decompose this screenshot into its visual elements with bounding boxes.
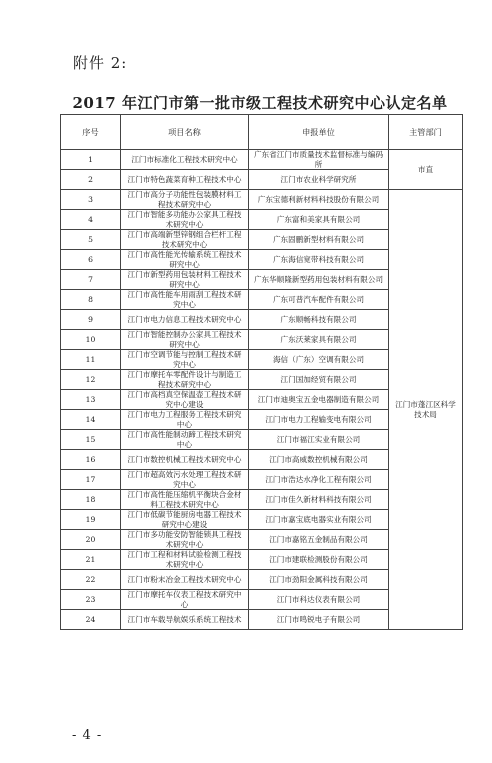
project-name: 江门市电力工程服务工程技术研究中心 bbox=[121, 410, 249, 430]
attachment-label: 附件 2: bbox=[73, 54, 128, 72]
table-header-row bbox=[61, 115, 463, 150]
applicant-unit: 江门国加经贸有限公司 bbox=[249, 370, 389, 390]
row-number: 4 bbox=[61, 210, 121, 230]
applicant-unit: 江门市迪奥宝五金电器制造有限公司 bbox=[249, 390, 389, 410]
applicant-unit: 广东华顺隆新型药用包装材料有限公司 bbox=[249, 270, 389, 290]
applicant-unit: 江门市劲阳金属科技有限公司 bbox=[249, 570, 389, 590]
project-name: 江门市高端新型锌钢组合栏杆工程技术研究中心 bbox=[121, 230, 249, 250]
applicant-unit: 江门市高威数控机械有限公司 bbox=[249, 450, 389, 470]
applicant-unit: 广东海信宽带科技有限公司 bbox=[249, 250, 389, 270]
column-header-department: 主管部门 bbox=[389, 115, 463, 150]
applicant-unit: 江门市浩达水净化工程有限公司 bbox=[249, 470, 389, 490]
applicant-unit: 江门市建联检测股份有限公司 bbox=[249, 550, 389, 570]
applicant-unit: 广东富和美家具有限公司 bbox=[249, 210, 389, 230]
applicant-unit: 广东沃莱家具有限公司 bbox=[249, 330, 389, 350]
project-name: 江门市高档真空保温壶工程技术研究中心建设 bbox=[121, 390, 249, 410]
table-row bbox=[61, 150, 463, 170]
project-name: 江门市摩托车零配件设计与制造工程技术研究中心 bbox=[121, 370, 249, 390]
applicant-unit: 江门市科达仪表有限公司 bbox=[249, 590, 389, 610]
project-name: 江门市摩托车仪表工程技术研究中心 bbox=[121, 590, 249, 610]
supervising-department: 江门市蓬江区科学技术局 bbox=[389, 190, 463, 630]
applicant-unit: 广东固鹏新型材料有限公司 bbox=[249, 230, 389, 250]
applicant-unit: 江门市农业科学研究所 bbox=[249, 170, 389, 190]
applicant-unit: 广东宝德利新材料科技股份有限公司 bbox=[249, 190, 389, 210]
project-name: 江门市高性能压缩机平衡块合金材料工程技术研究中心 bbox=[121, 490, 249, 510]
project-name: 江门市空调节能与控制工程技术研究中心 bbox=[121, 350, 249, 370]
row-number: 19 bbox=[61, 510, 121, 530]
applicant-unit: 江门市嘉宝底电器实业有限公司 bbox=[249, 510, 389, 530]
applicant-unit: 江门市电力工程输变电有限公司 bbox=[249, 410, 389, 430]
project-name: 江门市电力信息工程技术研究中心 bbox=[121, 310, 249, 330]
row-number: 6 bbox=[61, 250, 121, 270]
row-number: 9 bbox=[61, 310, 121, 330]
project-name: 江门市特色蔬菜育种工程技术中心 bbox=[121, 170, 249, 190]
project-name: 江门市新型药用包装材料工程技术研究中心 bbox=[121, 270, 249, 290]
column-header-number: 序号 bbox=[61, 115, 121, 150]
project-name: 江门市车载导航娱乐系统工程技术 bbox=[121, 610, 249, 630]
row-number: 12 bbox=[61, 370, 121, 390]
row-number: 14 bbox=[61, 410, 121, 430]
row-number: 8 bbox=[61, 290, 121, 310]
project-name: 江门市智能控制办公家具工程技术研究中心 bbox=[121, 330, 249, 350]
row-number: 23 bbox=[61, 590, 121, 610]
applicant-unit: 江门市佳久新材料科技有限公司 bbox=[249, 490, 389, 510]
document-title: 2017 年江门市第一批市级工程技术研究中心认定名单 bbox=[72, 94, 448, 112]
supervising-department: 市直 bbox=[389, 150, 463, 190]
project-name: 江门市智能多功能办公家具工程技术研究中心 bbox=[121, 210, 249, 230]
column-header-applicant: 申报单位 bbox=[249, 115, 389, 150]
applicant-unit: 江门市嘉铭五金制品有限公司 bbox=[249, 530, 389, 550]
project-name: 江门市超高效污水处理工程技术研究中心 bbox=[121, 470, 249, 490]
applicant-unit: 海信（广东）空调有限公司 bbox=[249, 350, 389, 370]
row-number: 18 bbox=[61, 490, 121, 510]
applicant-unit: 广东可普汽车配件有限公司 bbox=[249, 290, 389, 310]
project-name: 江门市高性能制动蹄工程技术研究中心 bbox=[121, 430, 249, 450]
project-name: 江门市高分子功能性包装膜材料工程技术研究中心 bbox=[121, 190, 249, 210]
certification-list-table bbox=[60, 114, 463, 630]
row-number: 17 bbox=[61, 470, 121, 490]
column-header-project-name: 项目名称 bbox=[121, 115, 249, 150]
project-name: 江门市粉末冶金工程技术研究中心 bbox=[121, 570, 249, 590]
row-number: 1 bbox=[61, 150, 121, 170]
row-number: 21 bbox=[61, 550, 121, 570]
project-name: 江门市高性能车用雨刮工程技术研究中心 bbox=[121, 290, 249, 310]
project-name: 江门市标准化工程技术研究中心 bbox=[121, 150, 249, 170]
row-number: 13 bbox=[61, 390, 121, 410]
table-row bbox=[61, 190, 463, 210]
row-number: 24 bbox=[61, 610, 121, 630]
applicant-unit: 广东省江门市质量技术监督标准与编码所 bbox=[249, 150, 389, 170]
row-number: 10 bbox=[61, 330, 121, 350]
row-number: 20 bbox=[61, 530, 121, 550]
row-number: 3 bbox=[61, 190, 121, 210]
row-number: 16 bbox=[61, 450, 121, 470]
row-number: 22 bbox=[61, 570, 121, 590]
project-name: 江门市多功能安防智能锁具工程技术研究中心 bbox=[121, 530, 249, 550]
row-number: 11 bbox=[61, 350, 121, 370]
row-number: 2 bbox=[61, 170, 121, 190]
project-name: 江门市数控机械工程技术研究中心 bbox=[121, 450, 249, 470]
row-number: 15 bbox=[61, 430, 121, 450]
applicant-unit: 江门市福江实业有限公司 bbox=[249, 430, 389, 450]
row-number: 5 bbox=[61, 230, 121, 250]
page-number: - 4 - bbox=[72, 728, 103, 743]
applicant-unit: 广东顺畅科技有限公司 bbox=[249, 310, 389, 330]
applicant-unit: 江门市鸣锐电子有限公司 bbox=[249, 610, 389, 630]
project-name: 江门市工程和材料试验检测工程技术研究中心 bbox=[121, 550, 249, 570]
row-number: 7 bbox=[61, 270, 121, 290]
project-name: 江门市低碳节能厨房电器工程技术研究中心建设 bbox=[121, 510, 249, 530]
project-name: 江门市高性能光传输系统工程技术研究中心 bbox=[121, 250, 249, 270]
